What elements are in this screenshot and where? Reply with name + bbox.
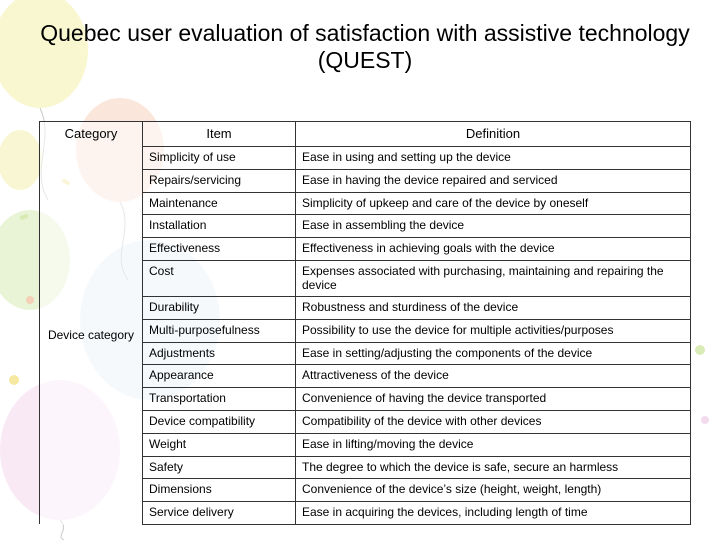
definition-cell: Ease in assembling the device (296, 215, 691, 238)
slide-title: Quebec user evaluation of satisfaction with assistive technology (QUEST) (40, 20, 690, 73)
definition-cell: Convenience of the device’s size (height, weight, length) (296, 479, 691, 502)
header-definition: Definition (296, 122, 691, 147)
definition-cell: Possibility to use the device for multiple activities/purposes (296, 319, 691, 342)
confetti-dot (26, 296, 34, 304)
item-cell: Device compatibility (143, 410, 296, 433)
item-cell: Appearance (143, 365, 296, 388)
item-cell: Safety (143, 456, 296, 479)
header-category: Category (40, 122, 143, 147)
definition-cell: Ease in setting/adjusting the components of the device (296, 342, 691, 365)
item-cell: Durability (143, 296, 296, 319)
item-cell: Repairs/servicing (143, 169, 296, 192)
item-cell: Multi-purposefulness (143, 319, 296, 342)
item-cell: Cost (143, 260, 296, 296)
definition-cell: Compatibility of the device with other devices (296, 410, 691, 433)
definition-cell: Simplicity of upkeep and care of the device by oneself (296, 192, 691, 215)
confetti-dot (9, 375, 19, 385)
definition-cell: Ease in lifting/moving the device (296, 433, 691, 456)
confetti-dot (695, 345, 705, 355)
definition-cell: The degree to which the device is safe, secure an harmless (296, 456, 691, 479)
item-cell: Dimensions (143, 479, 296, 502)
item-cell: Simplicity of use (143, 147, 296, 170)
item-cell: Maintenance (143, 192, 296, 215)
table-header-row (40, 122, 691, 147)
definition-cell: Robustness and sturdiness of the device (296, 296, 691, 319)
definition-cell: Expenses associated with purchasing, maintaining and repairing the device (296, 260, 691, 296)
definition-cell: Ease in acquiring the devices, including length of time (296, 502, 691, 525)
confetti-dot (701, 416, 709, 424)
item-cell: Weight (143, 433, 296, 456)
header-item: Item (143, 122, 296, 147)
item-cell: Transportation (143, 388, 296, 411)
definition-cell: Ease in using and setting up the device (296, 147, 691, 170)
definition-cell: Ease in having the device repaired and serviced (296, 169, 691, 192)
item-cell: Installation (143, 215, 296, 238)
table-row (40, 147, 691, 170)
category-cell: Device category (40, 147, 143, 525)
item-cell: Effectiveness (143, 238, 296, 261)
item-cell: Adjustments (143, 342, 296, 365)
quest-table (39, 121, 691, 525)
item-cell: Service delivery (143, 502, 296, 525)
definition-cell: Convenience of having the device transported (296, 388, 691, 411)
definition-cell: Effectiveness in achieving goals with the device (296, 238, 691, 261)
balloon-decoration (0, 130, 42, 190)
definition-cell: Attractiveness of the device (296, 365, 691, 388)
